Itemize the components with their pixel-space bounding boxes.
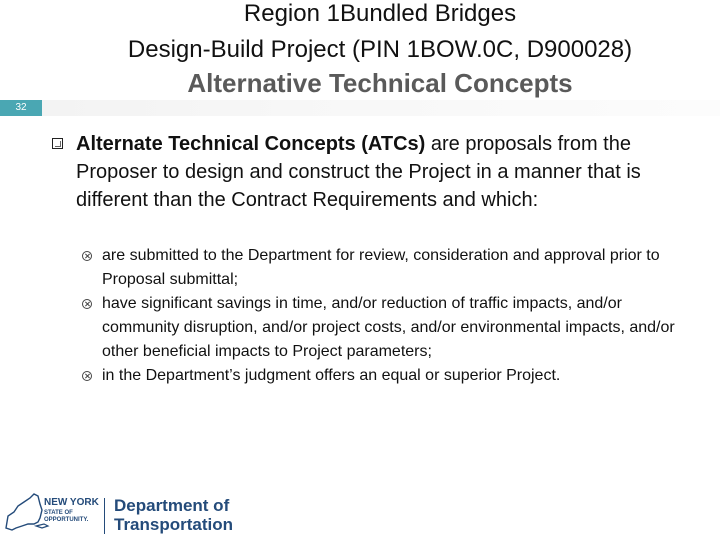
list-item: [80, 364, 700, 388]
title-line-1: Region 1Bundled Bridges: [243, 0, 517, 27]
slide-title-block: [40, 0, 720, 98]
slide-subtitle: Alternative Technical Concepts: [187, 68, 573, 98]
list-item: [80, 292, 700, 364]
list-item-text: in the Department’s judgment offers an equal or superior Project.: [102, 367, 561, 384]
main-bullet-text: [76, 130, 702, 214]
circle-x-bullet-icon: [82, 251, 92, 261]
logo-divider: [104, 498, 105, 534]
slide-number-bar: [0, 100, 720, 116]
slide-number: 32: [0, 100, 42, 116]
list-item-text: are submitted to the Department for review, consideration and approval prior to Proposal submittal;: [102, 247, 660, 288]
square-bullet-icon: [52, 138, 63, 149]
state-tagline-line2: OPPORTUNITY.: [44, 517, 89, 523]
dept-name-line2: Transportation: [114, 515, 234, 534]
state-tagline-line1: STATE OF: [44, 510, 73, 516]
dept-name-line1: Department of: [114, 496, 230, 515]
circle-x-bullet-icon: [82, 299, 92, 309]
state-tagline: [44, 510, 88, 524]
sub-bullet-list: [80, 244, 700, 388]
circle-x-bullet-icon: [82, 371, 92, 381]
main-bullet-bold: Alternate Technical Concepts (ATCs): [76, 133, 426, 155]
main-bullet: [52, 130, 702, 214]
title-line-2: Design-Build Project (PIN 1BOW.0C, D900028): [127, 36, 633, 63]
list-item: [80, 244, 700, 292]
list-item-text: have significant savings in time, and/or reduction of traffic impacts, and/or community disruption, and/or project costs, and/or environmental impacts, and/or other beneficial impacts to Project parameters;: [102, 295, 675, 360]
main-bullet-rest: are proposals from the Proposer to design and construct the Project in a manner that is different than the Contract Requirements and which:: [76, 133, 641, 211]
new-york-wordmark: NEW YORK: [44, 497, 99, 508]
